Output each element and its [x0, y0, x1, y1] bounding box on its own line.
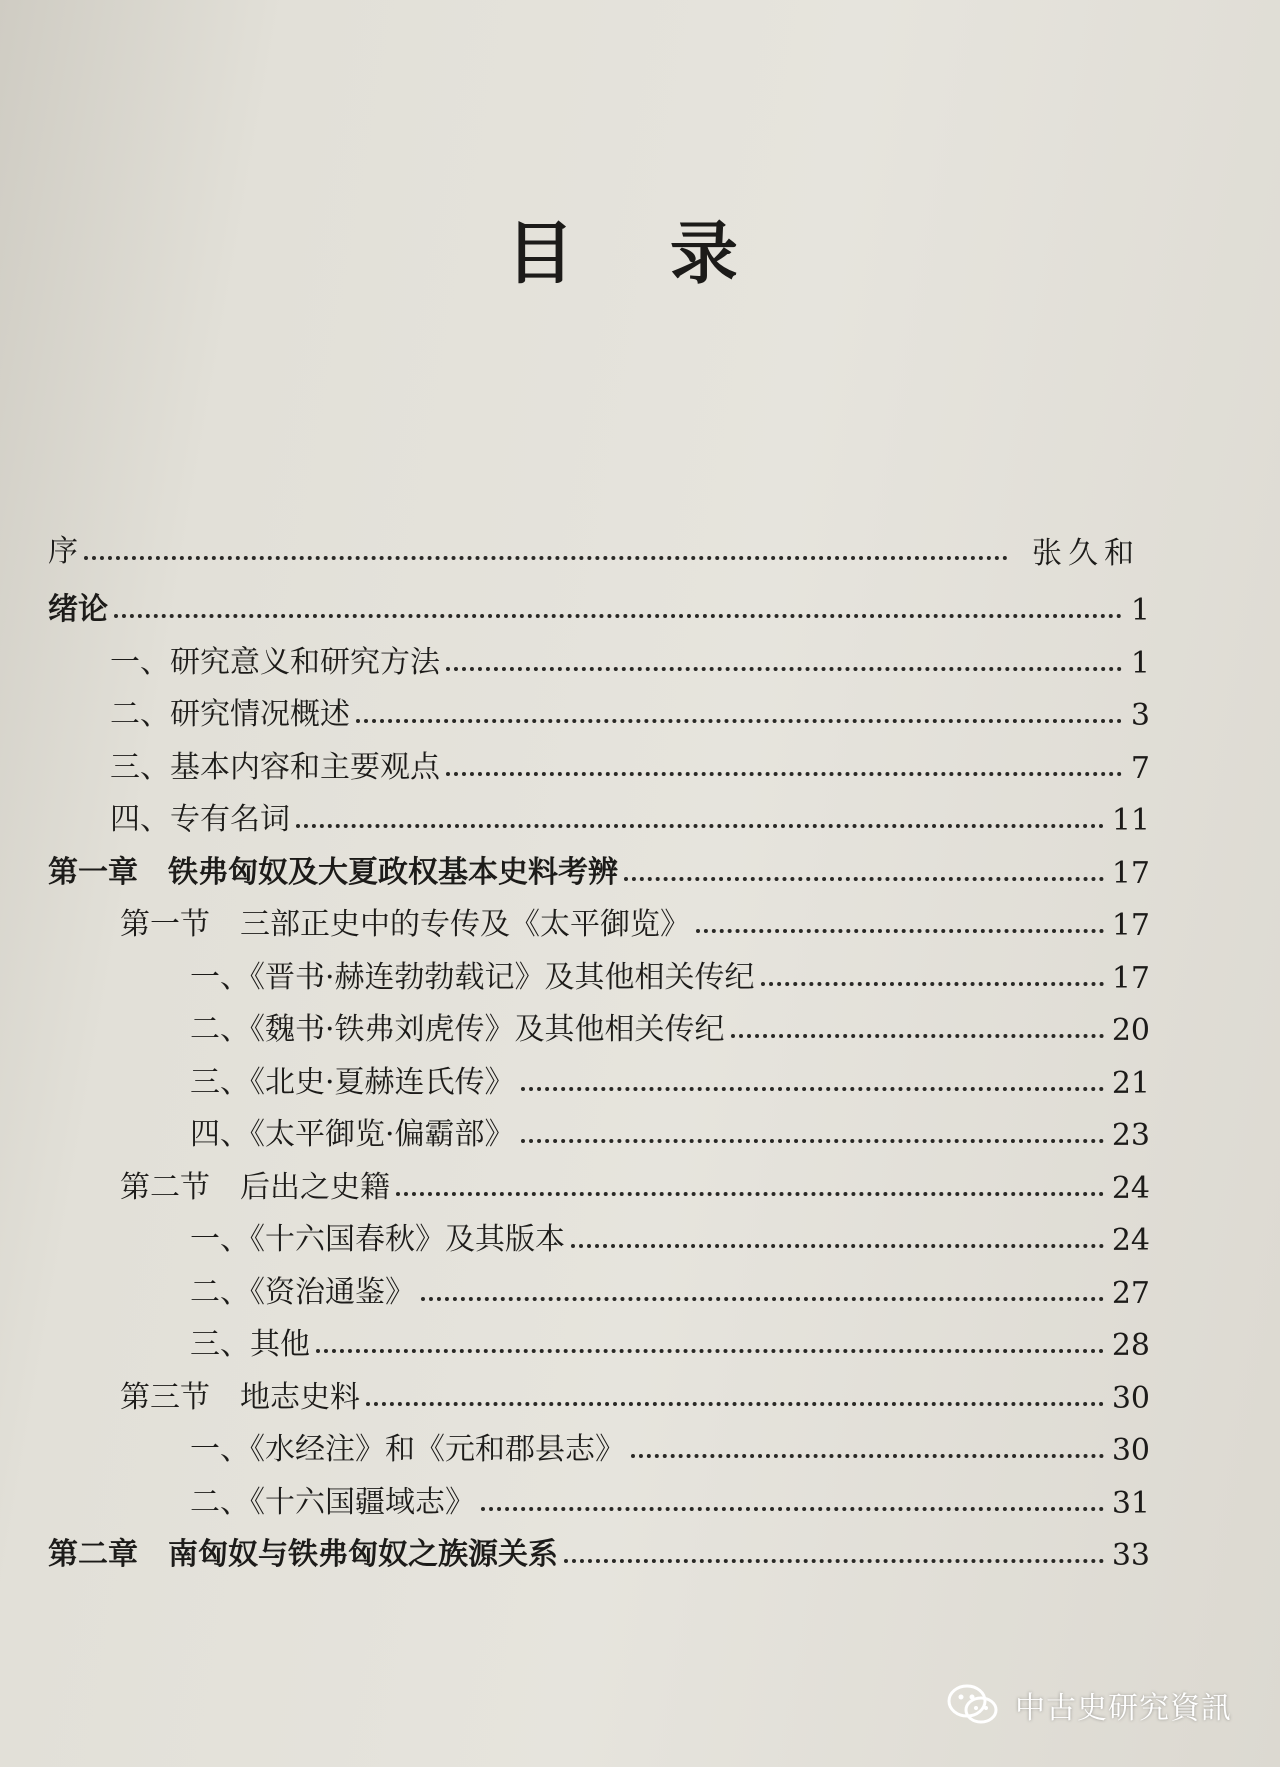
toc-entry-page-number: 7: [1130, 751, 1150, 786]
toc-entry[interactable]: [48, 851, 1150, 891]
toc-entry-page-number: 3: [1130, 698, 1150, 733]
bleed-through-line: [60, 380, 1140, 408]
toc-entry-label: 一、《十六国春秋》及其版本: [190, 1222, 565, 1257]
toc-entry-label: 二、研究情况概述: [110, 697, 350, 732]
toc-entry-page-number: 11: [1111, 803, 1150, 838]
watermark: [947, 1683, 1232, 1727]
dot-leader: [316, 1348, 1104, 1353]
toc-entry-label: 一、《晋书·赫连勃勃载记》及其他相关传纪: [190, 960, 755, 995]
toc-entry-page-number: 21: [1111, 1066, 1150, 1101]
toc-entry-page-number: 1: [1130, 646, 1150, 681]
toc-entry[interactable]: [120, 903, 1150, 943]
dot-leader: [631, 1453, 1104, 1458]
toc-entry[interactable]: [120, 1166, 1150, 1206]
toc-entry-page-number: 17: [1111, 856, 1150, 891]
toc-entry[interactable]: [190, 1008, 1150, 1048]
toc-entry-label: 第二章 南匈奴与铁弗匈奴之族源关系: [48, 1537, 558, 1572]
toc-entry[interactable]: [190, 1481, 1150, 1521]
toc-entry[interactable]: [190, 956, 1150, 996]
toc-entry[interactable]: [190, 1271, 1150, 1311]
toc-entry-label: 第二节 后出之史籍: [120, 1170, 390, 1205]
dot-leader: [396, 1191, 1104, 1196]
toc-entry-label: 绪论: [48, 592, 108, 627]
toc-entry-label: 三、其他: [190, 1327, 310, 1362]
toc-entry-page-number: 20: [1111, 1013, 1150, 1048]
toc-entry-page-number: 17: [1111, 908, 1150, 943]
toc-entry-page-number: 23: [1111, 1118, 1150, 1153]
toc-entry-page-number: 33: [1111, 1538, 1150, 1573]
toc-entry-page-number: 30: [1111, 1381, 1150, 1416]
toc-entry-page-number: 27: [1111, 1276, 1150, 1311]
dot-leader: [446, 666, 1122, 671]
toc-entry[interactable]: [110, 746, 1150, 786]
dot-leader: [296, 823, 1104, 828]
toc-entry[interactable]: [190, 1323, 1150, 1363]
dot-leader: [731, 1033, 1104, 1038]
dot-leader: [356, 718, 1122, 723]
bleed-through-line: [60, 130, 1140, 158]
dot-leader: [84, 555, 1008, 560]
toc-entry[interactable]: [190, 1218, 1150, 1258]
watermark-text: 中古史研究資訊: [1015, 1691, 1232, 1726]
toc-entry-label: 二、《十六国疆域志》: [190, 1485, 475, 1520]
dot-leader: [446, 771, 1122, 776]
toc-entry[interactable]: [110, 693, 1150, 733]
toc-entry-page-number: 1: [1130, 593, 1150, 628]
toc-entry-label: 四、专有名词: [110, 802, 290, 837]
toc-entry-label: 第三节 地志史料: [120, 1380, 360, 1415]
toc-entry-page-number: 28: [1111, 1328, 1150, 1363]
toc-entry-label: 一、《水经注》和《元和郡县志》: [190, 1432, 625, 1467]
toc-entry[interactable]: [190, 1428, 1150, 1468]
toc-entry[interactable]: [190, 1113, 1150, 1153]
toc-entry-label: 第一节 三部正史中的专传及《太平御览》: [120, 907, 690, 942]
dot-leader: [696, 928, 1104, 933]
toc-entry-label: 三、基本内容和主要观点: [110, 750, 440, 785]
preface-author: 张久和: [1032, 536, 1140, 571]
toc-entry[interactable]: [48, 1533, 1150, 1573]
toc-entry-label: 二、《魏书·铁弗刘虎传》及其他相关传纪: [190, 1012, 725, 1047]
toc-entry-page-number: 24: [1111, 1223, 1150, 1258]
toc-entry-page-number: 24: [1111, 1171, 1150, 1206]
dot-leader: [571, 1243, 1104, 1248]
toc-entry[interactable]: [110, 798, 1150, 838]
toc-entry[interactable]: [48, 588, 1150, 628]
toc-entry[interactable]: [110, 641, 1150, 681]
dot-leader: [521, 1086, 1104, 1091]
toc-entry-page-number: 30: [1111, 1433, 1150, 1468]
dot-leader: [761, 981, 1104, 986]
toc-entry-label: 第一章 铁弗匈奴及大夏政权基本史料考辨: [48, 855, 618, 890]
toc-entry-label: 四、《太平御览·偏霸部》: [190, 1117, 515, 1152]
dot-leader: [366, 1401, 1104, 1406]
toc-entry-preface[interactable]: [48, 530, 1008, 570]
dot-leader: [564, 1558, 1104, 1563]
page-title: 目 录: [506, 215, 774, 294]
toc-entry-label: 三、《北史·夏赫连氏传》: [190, 1065, 515, 1100]
toc-entry-page-number: 17: [1111, 961, 1150, 996]
toc-entry-page-number: 31: [1111, 1486, 1150, 1521]
toc-entry-label: 二、《资治通鉴》: [190, 1275, 415, 1310]
toc-entry[interactable]: [120, 1376, 1150, 1416]
dot-leader: [114, 613, 1122, 618]
toc-entry[interactable]: [190, 1061, 1150, 1101]
wechat-icon: [947, 1683, 999, 1727]
dot-leader: [521, 1138, 1104, 1143]
toc-entry-label: 序: [48, 534, 78, 569]
toc-entry-label: 一、研究意义和研究方法: [110, 645, 440, 680]
dot-leader: [421, 1296, 1104, 1301]
bleed-through-line: [60, 20, 1140, 48]
dot-leader: [624, 876, 1104, 881]
dot-leader: [481, 1506, 1104, 1511]
